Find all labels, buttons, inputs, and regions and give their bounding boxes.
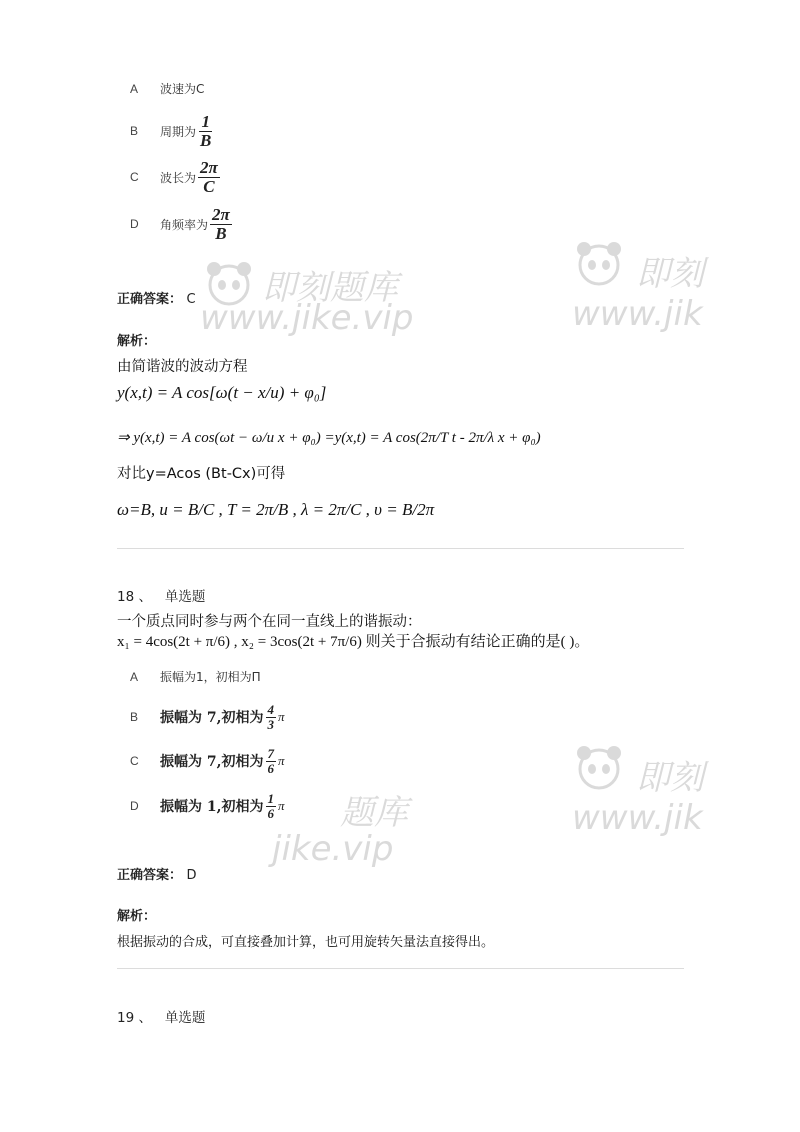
option-letter: B — [130, 124, 139, 139]
watermark-brand: 题库 — [340, 793, 408, 833]
option-text: 波长为 — [160, 170, 197, 185]
q18-option-c[interactable] — [130, 747, 285, 775]
option-text: 周期为 — [160, 124, 197, 139]
q18-analysis-text: 根据振动的合成，可直接叠加计算，也可用旋转矢量法直接得出。 — [117, 935, 495, 950]
option-text: 振幅为 7,初相为 — [160, 754, 264, 771]
q18-option-a[interactable] — [130, 668, 261, 685]
fraction: $\frac{4}{3}$ — [267, 702, 274, 732]
option-text: 角频率为 — [160, 217, 209, 232]
fraction: $\frac{2\pi}{B}$ — [212, 205, 230, 243]
watermark-right-bottom — [570, 742, 704, 838]
q19-header — [117, 1006, 205, 1026]
separator — [117, 548, 684, 549]
fraction: $\frac{1}{6}$ — [267, 791, 274, 821]
option-letter: D — [130, 217, 139, 232]
option-letter: B — [130, 710, 139, 725]
fraction: $\frac{2\pi}{C}$ — [200, 158, 218, 196]
option-text: 振幅为 1,初相为 — [160, 799, 264, 816]
pi-symbol: π — [278, 753, 285, 769]
pi-symbol: π — [278, 798, 285, 814]
q18-stem-line-1: 一个质点同时参与两个在同一直线上的谐振动： — [117, 614, 422, 630]
option-text: 波速为C — [160, 82, 205, 96]
watermark-url: www.jik — [572, 798, 703, 838]
q17-option-d[interactable] — [130, 206, 232, 243]
watermark-right-top — [570, 238, 704, 334]
watermark-url: jike.vip — [272, 829, 394, 869]
fraction: $\frac{1}{B}$ — [200, 112, 212, 150]
q18-option-d[interactable] — [130, 792, 285, 820]
analysis-equation-3: ω=B, u = B/C , T = 2π/B , λ = 2π/C , υ = B/2π — [117, 500, 435, 519]
q18-option-b[interactable] — [130, 703, 285, 731]
panda-logo-icon — [200, 258, 258, 308]
separator — [117, 968, 684, 969]
option-letter: A — [130, 669, 139, 684]
answer-value: C — [186, 292, 196, 307]
question-number: 19 、 — [117, 1010, 152, 1026]
option-text: 振幅为1，初相为Π — [160, 670, 261, 684]
option-letter: D — [130, 799, 139, 814]
q18-answer: 正确答案： D — [117, 868, 197, 883]
option-letter: C — [130, 170, 139, 185]
panda-logo-icon — [570, 238, 628, 288]
q17-option-a[interactable] — [130, 80, 204, 97]
question-number: 18 、 — [117, 589, 152, 605]
panda-logo-icon — [570, 742, 628, 792]
option-letter: C — [130, 754, 139, 769]
q18-analysis-label: 解析： — [117, 909, 157, 924]
option-text: 振幅为 7,初相为 — [160, 710, 264, 727]
q18-header — [117, 585, 205, 605]
q17-answer: 正确答案： C — [117, 292, 196, 307]
question-type: 单选题 — [164, 589, 206, 605]
analysis-equation-1: y(x,t) = A cos[ω(t − x/u) + φ₀] — [117, 383, 327, 402]
watermark-brand: 即刻题库 — [262, 268, 398, 308]
analysis-line-1: 由简谐波的波动方程 — [117, 359, 248, 375]
watermark-brand: 即刻 — [636, 254, 704, 294]
watermark-url: www.jike.vip — [200, 298, 414, 338]
question-type: 单选题 — [164, 1010, 206, 1026]
q18-stem-line-2: x₁ = 4cos(2t + π/6) , x₂ = 3cos(2t + 7π/6) 则关于合振动有结论正确的是( )。 — [117, 634, 590, 650]
watermark-url: www.jik — [572, 294, 703, 334]
watermark-left-top — [200, 258, 414, 338]
analysis-line-2: 对比y=Acos (Bt-Cx)可得 — [117, 466, 286, 482]
option-letter: A — [130, 81, 139, 96]
fraction: $\frac{7}{6}$ — [267, 746, 274, 776]
pi-symbol: π — [278, 709, 285, 725]
answer-value: D — [186, 868, 197, 883]
q17-option-b[interactable] — [130, 113, 213, 150]
analysis-equation-2: ⇒ y(x,t) = A cos(ωt − ω/u x + φ₀) =y(x,t) = A cos(2π/T t - 2π/λ x + φ₀) — [117, 430, 541, 446]
watermark-brand: 即刻 — [636, 758, 704, 798]
q17-analysis-label: 解析： — [117, 334, 157, 349]
q17-option-c[interactable] — [130, 159, 220, 196]
